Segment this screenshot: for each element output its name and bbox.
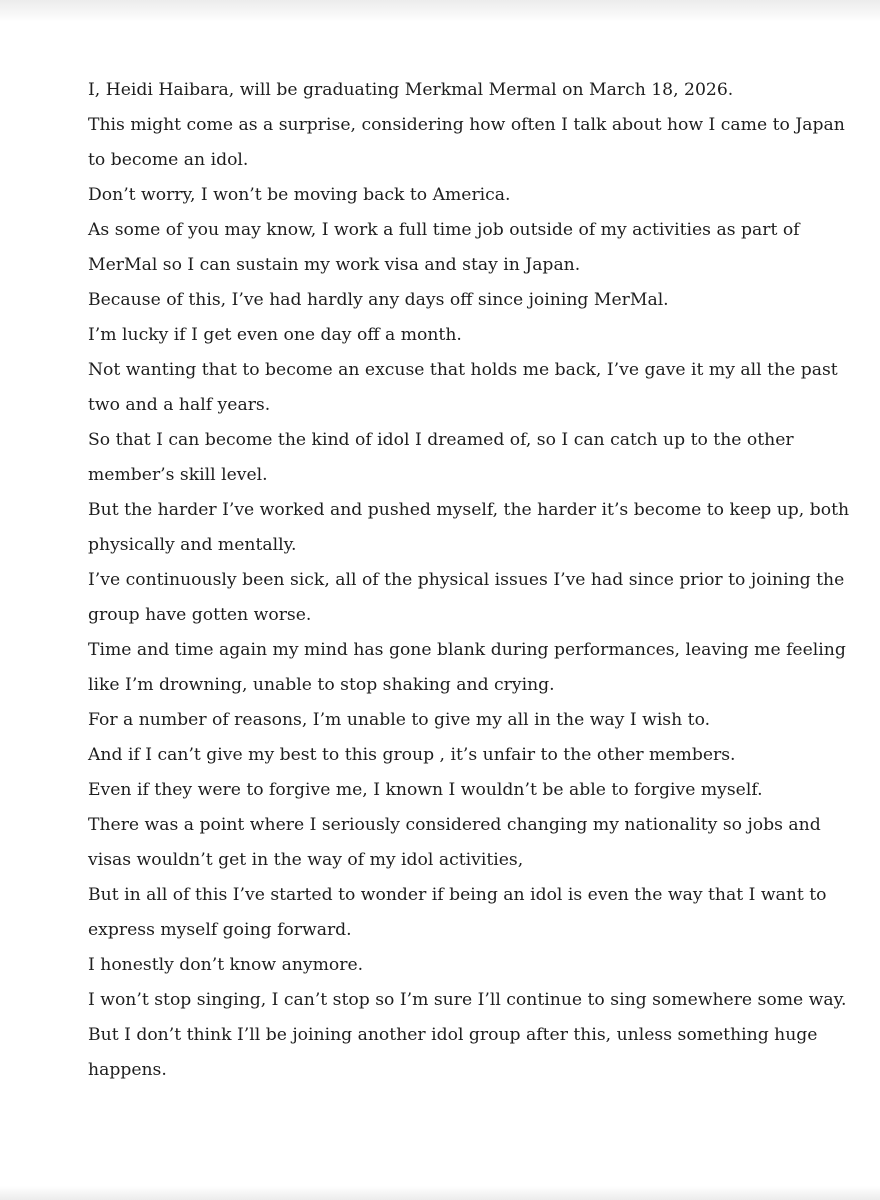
paragraph-line: And if I can’t give my best to this group , it’s unfair to the other members.	[88, 745, 736, 765]
paragraph-line: So that I can become the kind of idol I dreamed of, so I can catch up to the other member’s skill level.	[88, 430, 794, 485]
paragraph-line: I’m lucky if I get even one day off a month.	[88, 325, 462, 345]
paragraph-line: I won’t stop singing, I can’t stop so I’m sure I’ll continue to sing somewhere some way.	[88, 990, 847, 1010]
paragraph-line: Even if they were to forgive me, I known I wouldn’t be able to forgive myself.	[88, 780, 763, 800]
paragraph-line: Time and time again my mind has gone blank during performances, leaving me feeling like I’m drowning, unable to stop shaking and crying.	[88, 640, 846, 695]
paragraph-line: Not wanting that to become an excuse that holds me back, I’ve gave it my all the past two and a half years.	[88, 360, 838, 415]
paragraph-line: As some of you may know, I work a full time job outside of my activities as part of MerMal so I can sustain my work visa and stay in Japan.	[88, 220, 800, 275]
paragraph-line: I, Heidi Haibara, will be graduating Merkmal Mermal on March 18, 2026.	[88, 80, 734, 100]
paragraph-line: Because of this, I’ve had hardly any days off since joining MerMal.	[88, 290, 669, 310]
paragraph-line: This might come as a surprise, considering how often I talk about how I came to Japan to become an idol.	[88, 115, 845, 170]
paragraph-line: I’ve continuously been sick, all of the physical issues I’ve had since prior to joining the group have gotten worse.	[88, 570, 845, 625]
paragraph-line: There was a point where I seriously considered changing my nationality so jobs and visas wouldn’t get in the way of my idol activities,	[88, 815, 821, 870]
paragraph-line: But the harder I’ve worked and pushed myself, the harder it’s become to keep up, both physically and mentally.	[88, 500, 850, 555]
paragraph-line: I honestly don’t know anymore.	[88, 955, 364, 975]
paragraph-line: But I don’t think I’ll be joining another idol group after this, unless something huge happens.	[88, 1025, 818, 1080]
paragraph-line: For a number of reasons, I’m unable to give my all in the way I wish to.	[88, 710, 711, 730]
paragraph-line: Don’t worry, I won’t be moving back to America.	[88, 185, 511, 205]
paragraph-line: But in all of this I’ve started to wonder if being an idol is even the way that I want to express myself going forward.	[88, 885, 827, 940]
letter-body	[88, 73, 850, 1088]
